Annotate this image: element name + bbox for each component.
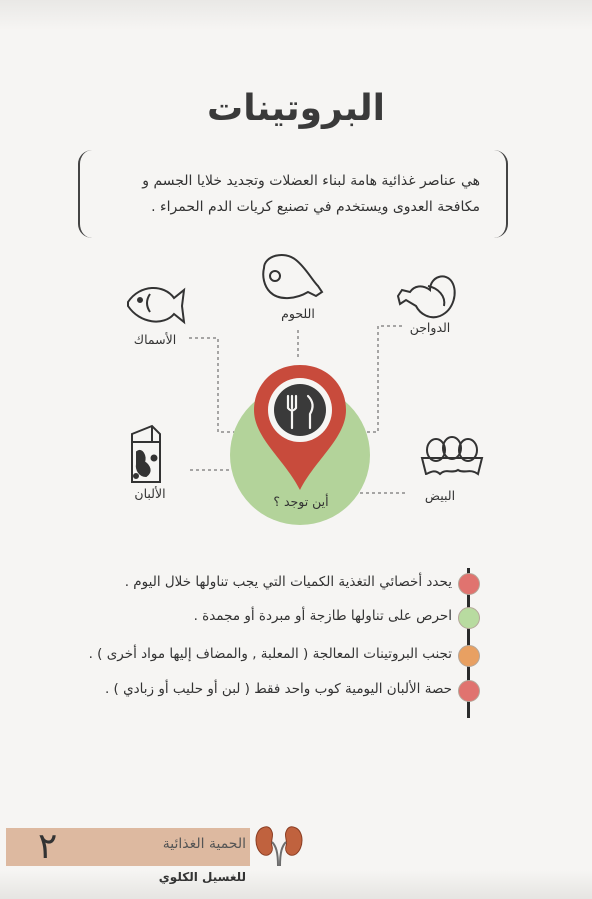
source-label-dairy: الألبان: [134, 486, 166, 501]
source-label-meat: اللحوم: [281, 306, 315, 321]
chicken-leg-icon: [398, 276, 455, 317]
eggs-icon: [422, 437, 482, 474]
fish-icon: [128, 288, 184, 322]
tip-dot: [458, 645, 480, 667]
center-question: أين توجد ؟: [273, 494, 329, 509]
source-label-eggs: البيض: [424, 488, 456, 503]
source-label-fish: الأسماك: [133, 332, 177, 347]
book-subtitle: للغسيل الكلوي: [158, 870, 246, 884]
tip-dot: [458, 607, 480, 629]
tip-text: يحدد أخصائي التغذية الكميات التي يجب تناولها خلال اليوم .: [124, 574, 452, 590]
tip-dot: [458, 680, 480, 702]
intro-text: هي عناصر غذائية هامة لبناء العضلات وتجديد خلايا الجسم و مكافحة العدوى ويستخدم في تصنيع كريات الدم الحمراء .: [142, 173, 480, 215]
tip-text: احرص على تناولها طازجة أو مبردة أو مجمدة .: [193, 608, 452, 624]
tip-text: تجنب البروتينات المعالجة ( المعلبة , والمضاف إليها مواد أخرى ) .: [88, 646, 452, 662]
kidneys-logo-icon: [254, 822, 304, 868]
source-label-poultry: الدواجن: [409, 320, 451, 335]
meat-icon: [263, 255, 322, 298]
milk-carton-icon: [132, 426, 160, 482]
book-title: الحمية الغذائية: [162, 836, 246, 852]
diagram: [0, 240, 592, 530]
page-title: البروتينات: [207, 88, 385, 129]
tip-dot: [458, 573, 480, 595]
page-number: ٢: [38, 826, 58, 867]
tip-text: حصة الألبان اليومية كوب واحد فقط ( لبن أو حليب أو زبادي ) .: [104, 681, 452, 697]
